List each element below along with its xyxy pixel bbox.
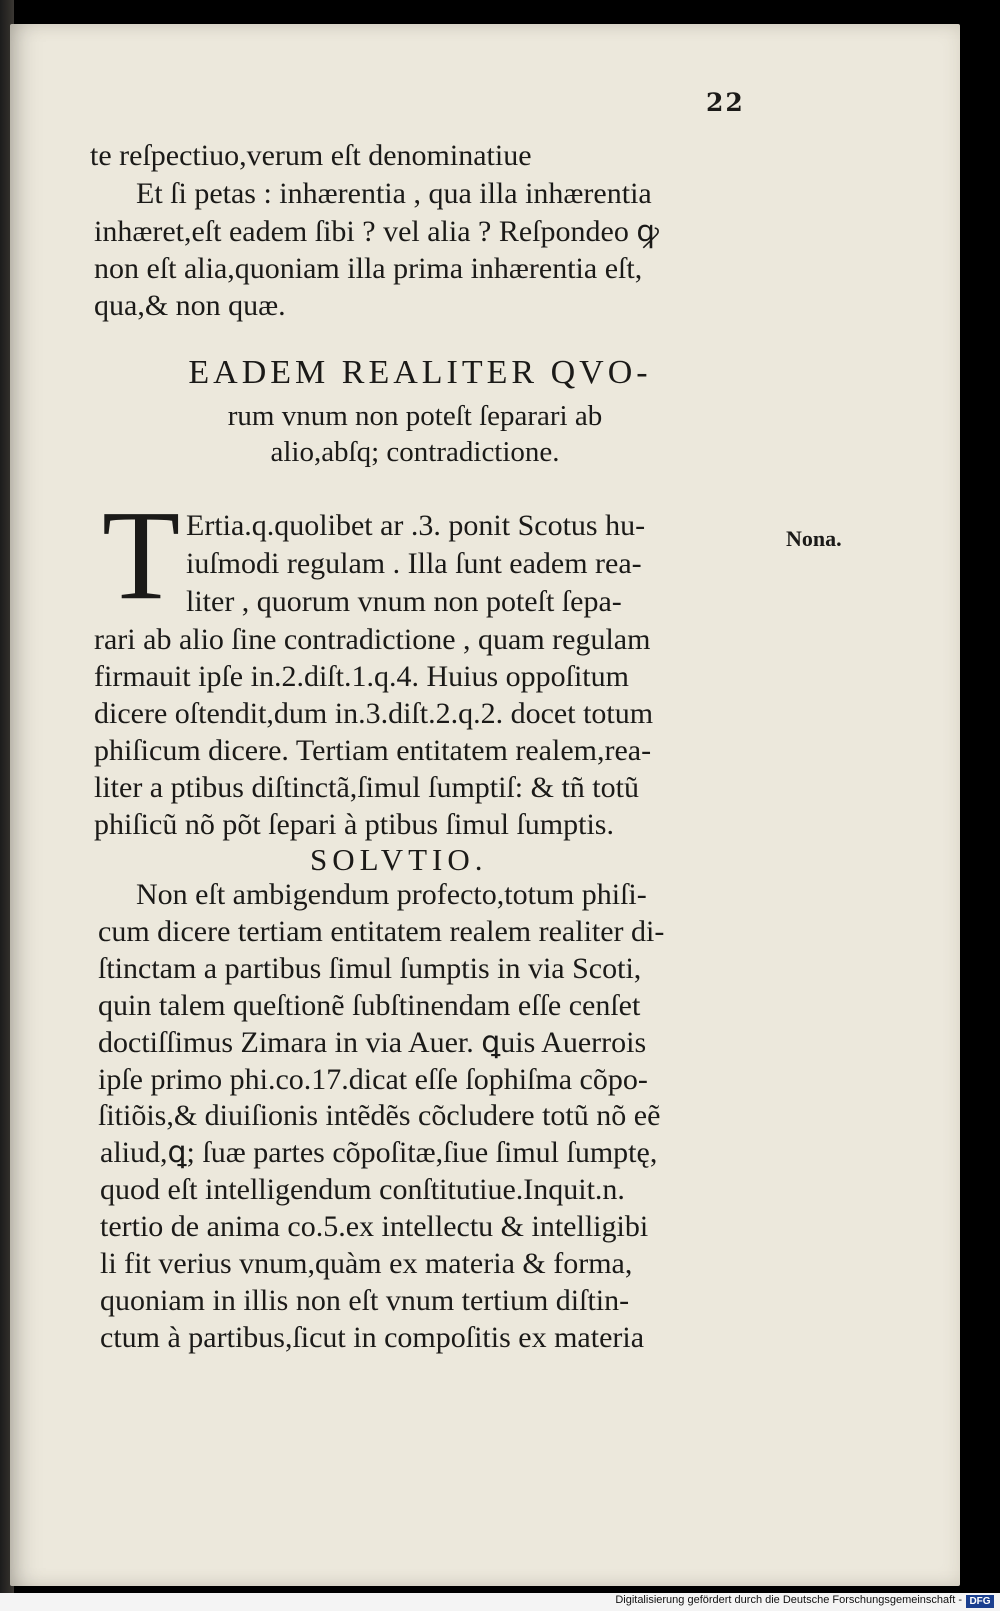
section-heading: EADEM REALITER QVO-	[188, 354, 652, 391]
digitization-credit: Digitalisierung gefördert durch die Deutsche Forschungsgemeinschaft -	[615, 1594, 962, 1606]
text-line: liter a ptibus diſtinctã,ſimul ſumptiſ: & tñ totũ	[94, 771, 639, 804]
page-number: 22	[706, 88, 745, 117]
text-line: te reſpectiuo,verum eſt denominatiue	[90, 139, 532, 172]
text-line: tertio de anima co.5.ex intellectu & intelligibi	[100, 1210, 649, 1243]
text-line: qua,& non quæ.	[94, 289, 286, 322]
text-line: ipſe primo phi.co.17.dicat eſſe ſophiſma cõpo-	[98, 1063, 648, 1096]
text-line: rari ab alio ſine contradictione , quam regulam	[94, 623, 651, 656]
dfg-logo-icon: DFG	[966, 1595, 994, 1608]
solutio-heading: SOLVTIO.	[310, 842, 488, 877]
text-line: ctum à partibus,ſicut in compoſitis ex materia	[100, 1321, 645, 1354]
text-line: aliud,ꝗ; ſuæ partes cõpoſitæ,ſiue ſimul ſumptę,	[100, 1136, 658, 1169]
text-line: quoniam in illis non eſt vnum tertium diſtin-	[100, 1284, 630, 1317]
text-line: phiſicum dicere. Tertiam entitatem realem,rea-	[94, 734, 652, 767]
text-line: Et ſi petas : inhærentia , qua illa inhærentia	[136, 177, 652, 210]
text-line: cum dicere tertiam entitatem realem realiter di-	[98, 915, 665, 948]
text-line: ſitiõis,& diuiſionis intẽdẽs cõcludere totũ nõ eẽ	[98, 1099, 661, 1132]
text-line: dicere oſtendit,dum in.3.diſt.2.q.2. docet totum	[94, 697, 654, 730]
text-line: non eſt alia,quoniam illa prima inhærentia eſt,	[94, 252, 643, 285]
marginal-note: Nona.	[786, 526, 842, 551]
drop-cap-initial: T	[102, 484, 181, 626]
text-line: liter , quorum vnum non poteſt ſepa-	[186, 585, 622, 618]
text-line: firmauit ipſe in.2.diſt.1.q.4. Huius oppoſitum	[94, 660, 629, 693]
text-line: ſtinctam a partibus ſimul ſumptis in via Scoti,	[98, 952, 642, 985]
text-line: inhæret,eſt eadem ſibi ? vel alia ? Reſpondeo ꝙ	[94, 215, 659, 248]
text-line: quin talem queſtionẽ ſubſtinendam eſſe cenſet	[98, 989, 641, 1022]
text-line: iuſmodi regulam . Illa ſunt eadem rea-	[186, 547, 642, 580]
text-line: Non eſt ambigendum profecto,totum phiſi-	[136, 878, 647, 911]
text-line: li fit verius vnum,quàm ex materia & forma,	[100, 1247, 633, 1280]
text-line: quod eſt intelligendum conſtitutiue.Inquit.n.	[100, 1173, 625, 1206]
text-line: doctiſſimus Zimara in via Auer. ꝗuis Auerrois	[98, 1026, 647, 1059]
book-page	[10, 24, 960, 1586]
text-line: phiſicũ nõ põt ſepari à ptibus ſimul ſumptis.	[94, 808, 614, 841]
credit-bar	[0, 1593, 1000, 1611]
section-heading-line: rum vnum non poteſt ſeparari ab	[227, 400, 603, 432]
page-content	[10, 24, 960, 1586]
text-line: Ertia.q.quolibet ar .3. ponit Scotus hu-	[186, 509, 646, 542]
section-heading-line: alio,abſq; contradictione.	[270, 436, 560, 468]
